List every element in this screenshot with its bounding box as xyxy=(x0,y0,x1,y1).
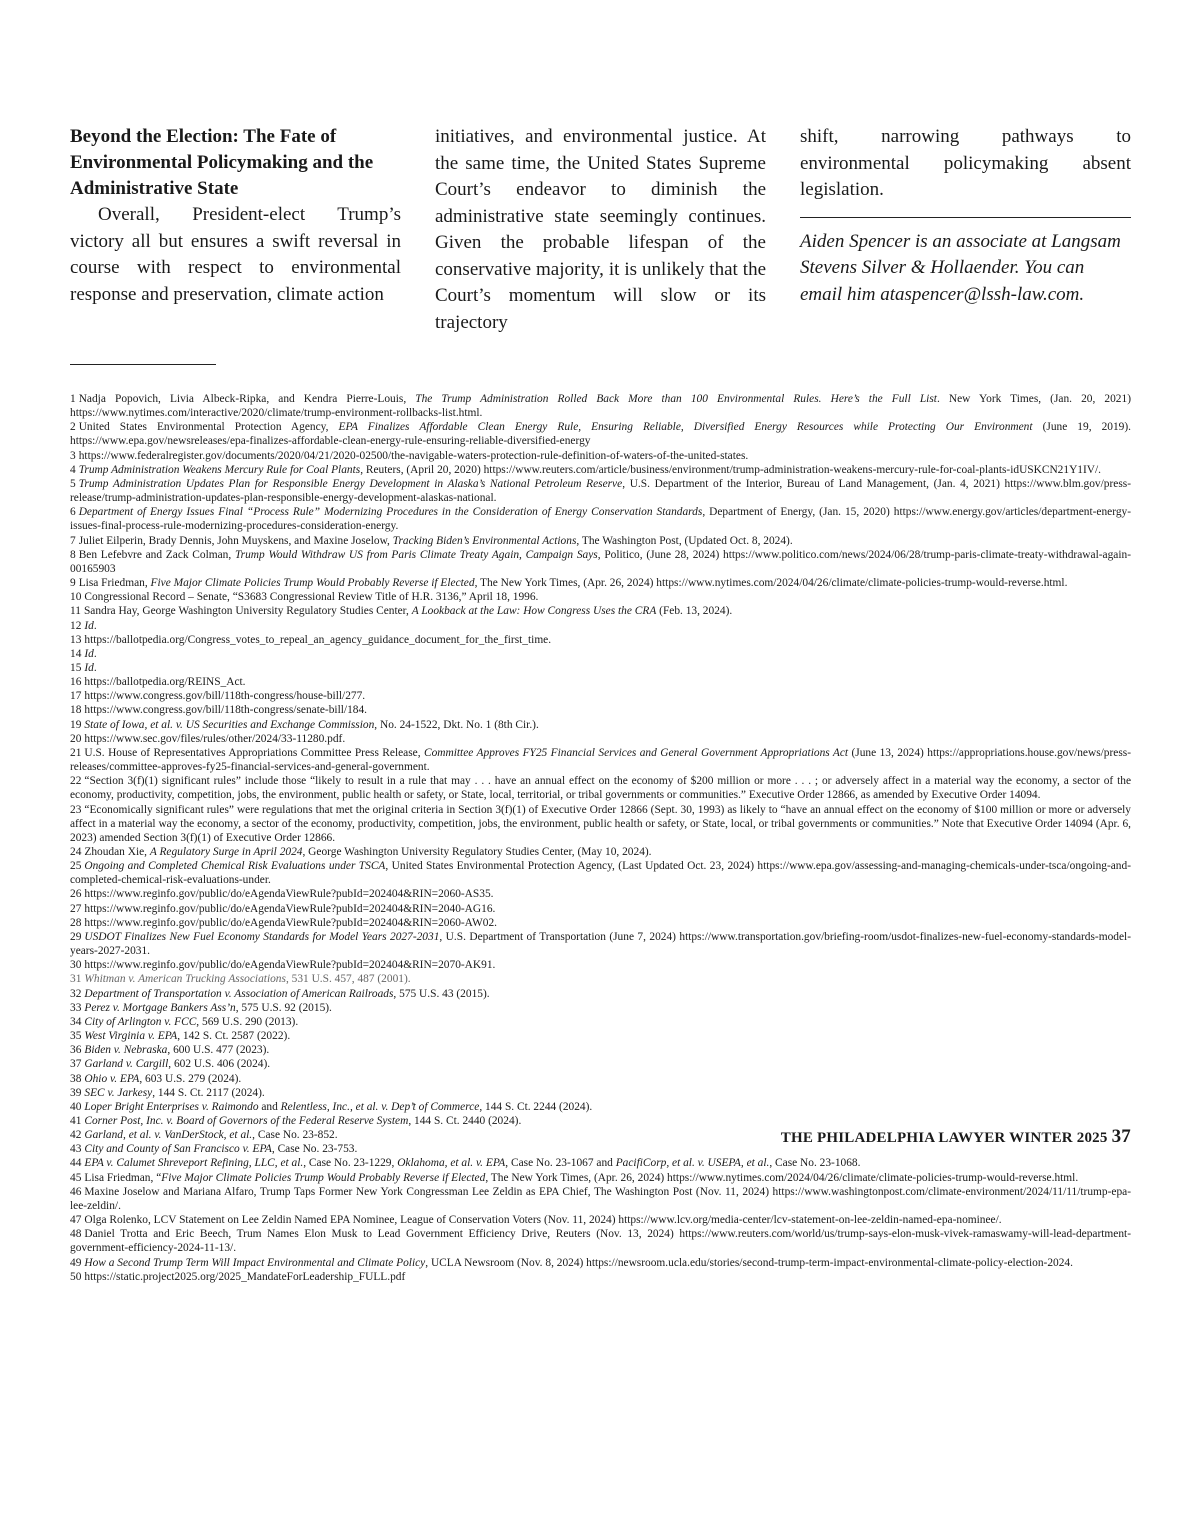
footnote-text: , 575 U.S. 92 (2015). xyxy=(235,1001,332,1014)
footnote-text: https://ballotpedia.org/REINS_Act. xyxy=(84,676,246,689)
footnote-item xyxy=(70,477,1131,505)
footnote-number: 45 xyxy=(70,1171,82,1184)
footnote-text: , 142 S. Ct. 2587 (2022). xyxy=(177,1030,291,1043)
footnote-title: Perez v. Mortgage Bankers Ass’n xyxy=(84,1001,236,1014)
footnote-text: , Case No. 23-1068. xyxy=(769,1157,861,1170)
footnote-title: Ongoing and Completed Chemical Risk Evaluations under TSCA xyxy=(84,860,386,873)
footnote-item xyxy=(70,887,1131,901)
footnote-number: 10 xyxy=(70,591,82,604)
footnote-title: Five Major Climate Policies Trump Would Probably Reverse if Elected xyxy=(150,577,475,590)
footnote-number: 22 xyxy=(70,775,82,788)
article-column-2 xyxy=(435,124,766,336)
footnote-number: 32 xyxy=(70,987,82,1000)
footnote-item xyxy=(70,1086,1131,1100)
body-paragraph: Overall, President-elect Trump’s victory all but ensures a swift reversal in course with respect to environmental response and preservation, climate action xyxy=(70,204,401,305)
footnote-text: https://www.sec.gov/files/rules/other/2024/33-11280.pdf. xyxy=(84,732,346,745)
footnote-item xyxy=(70,902,1131,916)
footnote-title: Relentless, Inc., et al. v. Dep’t of Commerce xyxy=(280,1100,480,1113)
footnote-text: , Case No. 23-753. xyxy=(271,1143,358,1156)
footnote-title: Ohio v. EPA xyxy=(84,1072,140,1085)
footnote-number: 4 xyxy=(70,463,76,476)
footnote-title: Trump Would Withdraw US from Paris Climate Treaty Again, Campaign Says xyxy=(234,548,598,561)
footnote-text: , Department of Energy, (Jan. 15, 2020) https://www.energy.gov/articles/department-energy-issues-final-process-rule-modernizing-procedures-consideration-energy. xyxy=(70,506,1131,533)
footnote-title: Garland v. Cargill xyxy=(84,1058,169,1071)
footnote-text: , 144 S. Ct. 2117 (2024). xyxy=(152,1086,265,1099)
footnote-number: 35 xyxy=(70,1030,82,1043)
footnote-text: https://www.congress.gov/bill/118th-congress/house-bill/277. xyxy=(84,690,366,703)
footnote-text: and xyxy=(258,1100,281,1113)
footnote-number: 13 xyxy=(70,633,82,646)
footnote-text: , 602 U.S. 406 (2024). xyxy=(168,1058,271,1071)
footnote-text: , United States Environmental Protection Agency, (Last Updated Oct. 23, 2024) https://www.epa.gov/assessing-and-managing-chemicals-under-tsca/ongoing-and-completed-chemical-risk-evaluations-under. xyxy=(70,860,1131,887)
footnote-text: Lisa Friedman, xyxy=(78,577,151,590)
footnote-text: , 531 U.S. 457, 487 (2001). xyxy=(285,973,411,986)
footnote-item xyxy=(70,619,1131,633)
footnote-text: (June 13, 2024) https://appropriations.house.gov/news/press-releases/committee-approves-fy25-financial-services-and-general-government. xyxy=(70,746,1131,774)
footnote-number: 33 xyxy=(70,1001,82,1014)
footnote-text: , 144 S. Ct. 2244 (2024). xyxy=(479,1100,593,1113)
footnote-title: Corner Post, Inc. v. Board of Governors of the Federal Reserve System xyxy=(84,1114,409,1127)
footnote-number: 36 xyxy=(70,1044,82,1057)
footnote-item xyxy=(70,746,1131,774)
footnote-number: 47 xyxy=(70,1214,82,1227)
footnote-item xyxy=(70,1072,1131,1086)
footnote-title: Tracking Biden’s Environmental Actions xyxy=(392,534,577,547)
footnote-text: Zhoudan Xie, xyxy=(84,846,150,858)
footnote-item xyxy=(70,1270,1131,1284)
footnote-item xyxy=(70,675,1131,689)
footnote-item xyxy=(70,463,1131,477)
footnote-text: , Case No. 23-1067 and xyxy=(505,1157,616,1170)
footnote-item xyxy=(70,972,1131,986)
footnote-title: Id xyxy=(84,661,94,674)
footnote-title: A Regulatory Surge in April 2024 xyxy=(149,846,303,858)
footnote-text: , 569 U.S. 290 (2013). xyxy=(196,1015,299,1028)
footnote-item xyxy=(70,1227,1131,1255)
footnote-number: 15 xyxy=(70,661,82,674)
footnote-title: State of Iowa, et al. v. US Securities and Exchange Commission xyxy=(84,718,375,731)
footnote-text: . New York Times, (Jan. 20, 2021) https://www.nytimes.com/interactive/2020/climate/trump-environment-rollbacks-list.html. xyxy=(70,393,1131,420)
article-column-1 xyxy=(70,124,401,308)
footnote-number: 42 xyxy=(70,1129,82,1142)
footnote-item xyxy=(70,1156,1131,1170)
footnote-number: 14 xyxy=(70,647,82,660)
footnote-text: , U.S. Department of Transportation (June 7, 2024) https://www.transportation.gov/briefing-room/usdot-finalizes-new-fuel-economy-standards-model-years-2027-2031. xyxy=(70,930,1131,958)
footnote-item xyxy=(70,859,1131,887)
footnote-text: https://www.reginfo.gov/public/do/eAgendaViewRule?pubId=202404&RIN=2070-AK91. xyxy=(84,959,496,972)
footnote-item xyxy=(70,1029,1131,1043)
footnote-number: 38 xyxy=(70,1072,82,1085)
footnote-number: 3 xyxy=(70,449,76,462)
footnote-title: Id xyxy=(84,619,94,632)
footnote-number: 7 xyxy=(70,534,76,547)
footnote-text: Sandra Hay, George Washington University Regulatory Studies Center, xyxy=(83,605,412,618)
footnote-text: , 575 U.S. 43 (2015). xyxy=(393,987,490,1000)
footnote-item xyxy=(70,647,1131,661)
footnote-text: , Reuters, (April 20, 2020) https://www.reuters.com/article/business/environment/trump-administration-weakens-mercury-rule-for-coal-plants-idUSKCN21Y1IV/. xyxy=(360,463,1102,476)
footnote-text: , 603 U.S. 279 (2024). xyxy=(139,1072,242,1085)
footnote-text: , No. 24-1522, Dkt. No. 1 (8th Cir.). xyxy=(374,718,539,731)
footnote-text: https://www.federalregister.gov/documents/2020/04/21/2020-02500/the-navigable-waters-protection-rule-definition-of-waters-of-the-united-states. xyxy=(78,449,749,462)
footnote-number: 31 xyxy=(70,973,82,986)
footnote-item xyxy=(70,420,1131,448)
footnote-number: 40 xyxy=(70,1100,82,1113)
footnote-number: 30 xyxy=(70,959,82,972)
footnote-title: Oklahoma, et al. v. EPA xyxy=(397,1157,506,1170)
section-heading: Beyond the Election: The Fate of Environmental Policymaking and the Administrative State xyxy=(70,126,374,199)
footnote-title: How a Second Trump Term Will Impact Environmental and Climate Policy xyxy=(84,1256,426,1269)
footnote-number: 49 xyxy=(70,1256,82,1269)
footnote-number: 19 xyxy=(70,718,82,731)
footnote-item xyxy=(70,916,1131,930)
footnote-number: 34 xyxy=(70,1015,82,1028)
footnote-text: “Section 3(f)(1) significant rules” include those “likely to result in a rule that may . . . have an annual effect on the economy of $200 million or more . . . ; or adversely affect in a material way the economy, a sector of the economy, productivity, competition, jobs, the environment, public health or safety, or State, local, territorial, or tribal governments or communities.” Executive Order 12866, as amended by Executive Order 14094. xyxy=(70,775,1131,802)
publication-name: THE PHILADELPHIA LAWYER WINTER 2025 xyxy=(780,1130,1108,1146)
footnote-item xyxy=(70,449,1131,463)
footnote-title: Garland, et al. v. VanDerStock, et al. xyxy=(84,1129,253,1142)
footnote-item xyxy=(70,1057,1131,1071)
footnote-item xyxy=(70,548,1131,576)
footnote-number: 28 xyxy=(70,916,82,929)
footnote-item xyxy=(70,689,1131,703)
footnote-title: USDOT Finalizes New Fuel Economy Standards for Model Years 2027-2031 xyxy=(84,930,440,943)
article-column-3 xyxy=(800,124,1131,308)
footnote-text: Maxine Joselow and Mariana Alfaro, Trump Taps Former New York Congressman Lee Zeldin as EPA Chief, The Washington Post (Nov. 11, 2024) https://www.washingtonpost.com/climate-environment/2024/11/11/trump-epa-lee-zeldin/. xyxy=(70,1185,1131,1212)
footnote-number: 26 xyxy=(70,888,82,901)
footnote-number: 5 xyxy=(70,477,76,490)
footnote-number: 44 xyxy=(70,1157,82,1170)
footnote-item xyxy=(70,1043,1131,1057)
footnotes-list xyxy=(70,392,1131,1284)
footnote-text: (Feb. 13, 2024). xyxy=(656,605,733,618)
footnote-text: https://www.reginfo.gov/public/do/eAgendaViewRule?pubId=202404&RIN=2060-AS35. xyxy=(84,888,494,901)
footnote-title: Id xyxy=(84,647,94,660)
footnote-item xyxy=(70,590,1131,604)
footnote-item xyxy=(70,1185,1131,1213)
footnote-number: 21 xyxy=(70,746,82,759)
footnote-title: Biden v. Nebraska xyxy=(84,1044,168,1057)
footnote-text: https://www.reginfo.gov/public/do/eAgendaViewRule?pubId=202404&RIN=2040-AG16. xyxy=(84,902,496,915)
footnote-item xyxy=(70,576,1131,590)
page-footer xyxy=(781,1126,1131,1148)
footnote-number: 12 xyxy=(70,619,82,632)
footnote-number: 17 xyxy=(70,690,82,703)
footnote-title: Whitman v. American Trucking Associations xyxy=(84,973,286,986)
footnote-item xyxy=(70,1213,1131,1227)
footnote-title: Five Major Climate Policies Trump Would Probably Reverse if Elected xyxy=(161,1171,486,1184)
footnote-item xyxy=(70,661,1131,675)
footnote-item xyxy=(70,1100,1131,1114)
footnote-number: 18 xyxy=(70,704,82,717)
footnote-text: (June 19, 2019). https://www.epa.gov/newsreleases/epa-finalizes-affordable-clean-energy-rule-ensuring-reliable-diversified-energy xyxy=(70,421,1131,448)
footnote-text: , The New York Times, (Apr. 26, 2024) https://www.nytimes.com/2024/04/26/climate/climate-policies-trump-would-reverse.html. xyxy=(474,577,1068,590)
footnote-number: 27 xyxy=(70,902,82,915)
footnote-number: 1 xyxy=(70,393,76,405)
footnote-text: , George Washington University Regulatory Studies Center, (May 10, 2024). xyxy=(302,846,652,858)
footnote-number: 37 xyxy=(70,1058,82,1071)
footnote-title: Committee Approves FY25 Financial Services and General Government Appropriations Act xyxy=(423,746,849,759)
footnote-text: , 600 U.S. 477 (2023). xyxy=(167,1044,270,1057)
page-number: 37 xyxy=(1111,1126,1131,1147)
footnote-text: , Politico, (June 28, 2024) https://www.politico.com/news/2024/06/28/trump-paris-climate-treaty-withdrawal-again-00165903 xyxy=(70,548,1131,575)
footnote-text: , Case No. 23-852. xyxy=(252,1129,338,1142)
footnote-item xyxy=(70,1256,1131,1270)
footnote-title: City and County of San Francisco v. EPA xyxy=(84,1143,272,1156)
footnote-title: City of Arlington v. FCC xyxy=(84,1015,197,1028)
footnote-number: 41 xyxy=(70,1114,82,1127)
footnote-text: https://static.project2025.org/2025_MandateForLeadership_FULL.pdf xyxy=(84,1270,406,1283)
footnote-number: 9 xyxy=(70,577,76,590)
footnote-title: EPA v. Calumet Shreveport Refining, LLC, et al. xyxy=(84,1157,304,1170)
footnote-number: 24 xyxy=(70,846,82,858)
footnote-text: Lisa Friedman, “ xyxy=(84,1171,162,1184)
footnote-item xyxy=(70,392,1131,420)
footnote-text: . xyxy=(93,647,97,660)
footnote-text: https://www.reginfo.gov/public/do/eAgendaViewRule?pubId=202404&RIN=2060-AW02. xyxy=(84,916,497,929)
footnote-number: 43 xyxy=(70,1143,82,1156)
footnote-text: Nadja Popovich, Livia Albeck-Ripka, and Kendra Pierre-Louis, xyxy=(78,393,416,405)
footnote-number: 20 xyxy=(70,732,82,745)
footnote-title: West Virginia v. EPA xyxy=(84,1030,178,1043)
footnote-item xyxy=(70,1001,1131,1015)
footnote-item xyxy=(70,703,1131,717)
author-bio: Aiden Spencer is an associate at Langsam Stevens Silver & Hollaender. You can email him ataspencer@lssh-law.com. xyxy=(800,230,1121,305)
footnote-item xyxy=(70,958,1131,972)
footnote-number: 6 xyxy=(70,506,76,519)
footnote-item xyxy=(70,534,1131,548)
footnote-item xyxy=(70,505,1131,533)
footnote-title: Loper Bright Enterprises v. Raimondo xyxy=(84,1100,259,1113)
footnote-item xyxy=(70,604,1131,618)
footnote-text: . xyxy=(93,619,97,632)
footnote-item xyxy=(70,1015,1131,1029)
body-paragraph-continued: initiatives, and environmental justice. At the same time, the United States Supreme Court’s endeavor to diminish the administrative state seemingly continues. Given the probable lifespan of the conservative majority, it is unlikely that the Court’s momentum will slow or its trajectory xyxy=(435,126,766,333)
footnote-number: 8 xyxy=(70,548,76,561)
footnote-item xyxy=(70,718,1131,732)
footnote-text: Daniel Trotta and Eric Beech, Trum Names Elon Musk to Lead Government Efficiency Drive, Reuters (Nov. 13, 2024) https://www.reuters.com/world/us/trump-says-elon-musk-vivek-ramaswamy-will-lead-department-government-efficiency-2024-11-13/. xyxy=(70,1228,1131,1255)
footnote-text: “Economically significant rules” were regulations that met the original criteria in Section 3(f)(1) of Executive Order 12866 (Sept. 30, 1993) as likely to “have an annual effect on the economy of $100 million or more or adversely affect in a material way the economy, a sector of the economy, productivity, competition, jobs, the environment, public health or safety, or State, local, or tribal governments or communities.” Note that Executive Order 14094 (Apr. 6, 2023) amended Section 3(f)(1) of Executive Order 12866. xyxy=(70,803,1131,844)
footnote-title: Trump Administration Updates Plan for Responsible Energy Development in Alaska’s National Petroleum Reserve xyxy=(78,477,623,490)
footnote-text: , 144 S. Ct. 2440 (2024). xyxy=(408,1114,522,1127)
footnote-text: Ben Lefebvre and Zack Colman, xyxy=(78,548,235,561)
footnote-title: EPA Finalizes Affordable Clean Energy Rule, Ensuring Reliable, Diversified Energy Resources while Protecting Our Environment xyxy=(338,421,1033,434)
footnote-number: 16 xyxy=(70,676,82,689)
footnote-number: 39 xyxy=(70,1086,82,1099)
author-divider xyxy=(800,217,1131,218)
footnote-text: , UCLA Newsroom (Nov. 8, 2024) https://newsroom.ucla.edu/stories/second-trump-term-impact-environmental-climate-policy-election-2024. xyxy=(425,1256,1073,1269)
footnote-item xyxy=(70,845,1131,859)
footnote-text: , U.S. Department of the Interior, Bureau of Land Management, (Jan. 4, 2021) https://www.blm.gov/press-release/trump-administration-updates-plan-responsible-energy-development-alaskas-national. xyxy=(70,477,1131,505)
footnote-text: . xyxy=(93,661,97,674)
footnote-item xyxy=(70,732,1131,746)
footnotes-divider xyxy=(70,364,216,365)
footnote-number: 29 xyxy=(70,930,82,943)
footnote-text: U.S. House of Representatives Appropriations Committee Press Release, xyxy=(84,746,424,759)
footnote-text: Congressional Record – Senate, “S3683 Congressional Review Title of H.R. 3136,” April 18, 1996. xyxy=(84,591,539,604)
footnote-title: SEC v. Jarkesy xyxy=(84,1086,153,1099)
footnote-title: Trump Administration Weakens Mercury Rule for Coal Plants xyxy=(78,463,361,476)
footnote-item xyxy=(70,803,1131,845)
footnote-text: Olga Rolenko, LCV Statement on Lee Zeldin Named EPA Nominee, League of Conservation Voters (Nov. 11, 2024) https://www.lcv.org/media-center/lcv-statement-on-lee-zeldin-named-epa-nominee/. xyxy=(84,1214,1002,1227)
footnote-title: Department of Energy Issues Final “Process Rule” Modernizing Procedures in the Consideration of Energy Conservation Standards xyxy=(78,506,703,519)
footnote-number: 25 xyxy=(70,860,82,873)
footnote-text: , Case No. 23-1229, xyxy=(303,1157,398,1170)
footnote-item xyxy=(70,1171,1131,1185)
footnote-number: 48 xyxy=(70,1228,82,1241)
footnote-number: 46 xyxy=(70,1185,82,1198)
footnote-text: United States Environmental Protection Agency, xyxy=(78,421,339,434)
footnote-text: https://ballotpedia.org/Congress_votes_to_repeal_an_agency_guidance_document_for_the_first_time. xyxy=(84,633,552,646)
footnote-item xyxy=(70,633,1131,647)
footnote-text: Juliet Eilperin, Brady Dennis, John Muyskens, and Maxine Joselow, xyxy=(78,534,393,547)
footnote-text: , The Washington Post, (Updated Oct. 8, 2024). xyxy=(576,534,793,547)
body-paragraph-end: shift, narrowing pathways to environmental policymaking absent legislation. xyxy=(800,126,1131,200)
footnote-item xyxy=(70,930,1131,958)
footnote-item xyxy=(70,774,1131,802)
footnote-number: 11 xyxy=(70,605,81,618)
footnote-text: https://www.congress.gov/bill/118th-congress/senate-bill/184. xyxy=(84,704,368,717)
footnote-number: 2 xyxy=(70,421,76,434)
footnote-number: 23 xyxy=(70,803,82,816)
footnote-text: , The New York Times, (Apr. 26, 2024) https://www.nytimes.com/2024/04/26/climate/climate-policies-trump-would-reverse.html. xyxy=(485,1171,1079,1184)
footnote-title: PacifiCorp, et al. v. USEPA, et al. xyxy=(615,1157,770,1170)
footnote-title: The Trump Administration Rolled Back More than 100 Environmental Rules. Here’s the Full List xyxy=(415,393,937,405)
footnote-item xyxy=(70,987,1131,1001)
footnote-number: 50 xyxy=(70,1270,82,1283)
footnote-title: A Lookback at the Law: How Congress Uses the CRA xyxy=(411,605,657,618)
footnote-title: Department of Transportation v. Association of American Railroads xyxy=(84,987,394,1000)
